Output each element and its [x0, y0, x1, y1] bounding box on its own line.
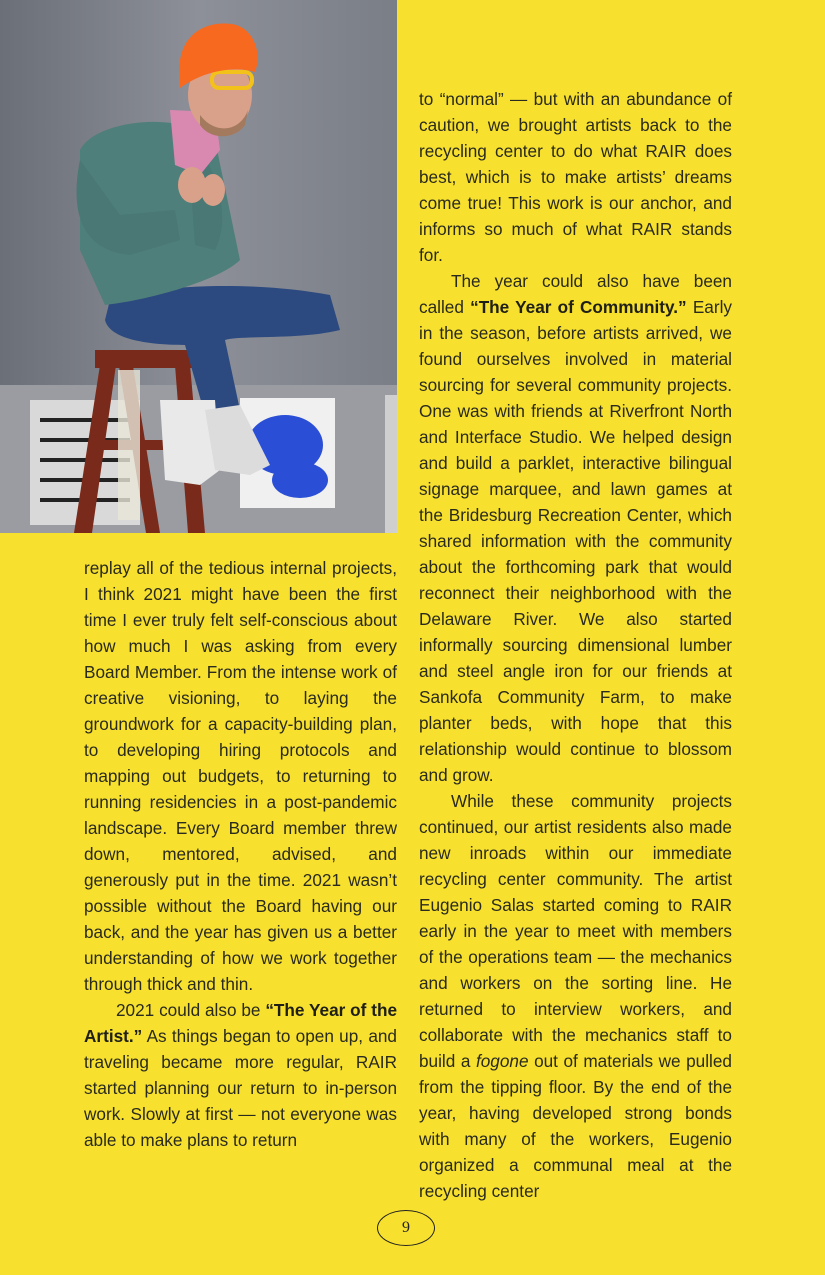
right-paragraph-1: to “normal” — but with an abundance of caution, we brought artists back to the recycling center to do what RAIR does best, which is to make artists’ dreams come true! This work is our anchor, and informs so much of what RAIR stands for.	[419, 89, 732, 265]
left-text-column	[84, 555, 397, 1153]
right-paragraph-2: The year could also have been called “The Year of Community.” Early in the season, before artists arrived, we found ourselves involved in material sourcing for several community projects. One was with friends at Riverfront North and Interface Studio. We helped design and build a parklet, interactive bilingual signage marquee, and lawn games at the Bridesburg Recreation Center, which shared information with the community about the forthcoming park that would reconnect their neighborhood with the Delaware River. We also started informally sourcing dimensional lumber and steel angle iron for our friends at Sankofa Community Farm, to make planter beds, with hope that this relationship would continue to blossom and grow.	[419, 271, 732, 785]
left-paragraph-1: replay all of the tedious internal projects, I think 2021 might have been the first time I ever truly felt self-conscious about how much I was asking from every Board Member. From the intense work of creative visioning, to laying the groundwork for a capacity-building plan, to developing hiring protocols and mapping out budgets, to returning to running residencies in a post-pandemic landscape. Every Board member threw down, mentored, advised, and generously put in the time. 2021 wasn’t possible without the Board having our back, and the year has given us a better understanding of how we work together through thick and thin.	[84, 558, 397, 994]
person-on-ladder-photo	[0, 0, 397, 533]
fogone-term: fogone	[475, 1051, 529, 1071]
right-text-column	[419, 86, 732, 1204]
left-paragraph-2: 2021 could also be “The Year of the Artist.” As things began to open up, and traveling became more regular, RAIR started planning our return to in-person work. Slowly at first — not everyone was able to make plans to return	[84, 1000, 397, 1150]
page-number: 9	[377, 1210, 435, 1246]
right-paragraph-3: While these community projects continued, our artist residents also made new inroads within our immediate recycling center community. The artist Eugenio Salas started coming to RAIR early in the year to meet with members of the operations team — the mechanics and workers on the sorting line. He returned to interview workers, and collaborate with the mechanics staff to build a fogone out of materials we pulled from the tipping floor. By the end of the year, having developed strong bonds with many of the workers, Eugenio organized a communal meal at the recycling center	[419, 791, 732, 1201]
year-of-artist-heading: “The Year of the Artist.”	[84, 1000, 397, 1046]
year-of-community-heading: “The Year of Community.”	[470, 297, 687, 317]
